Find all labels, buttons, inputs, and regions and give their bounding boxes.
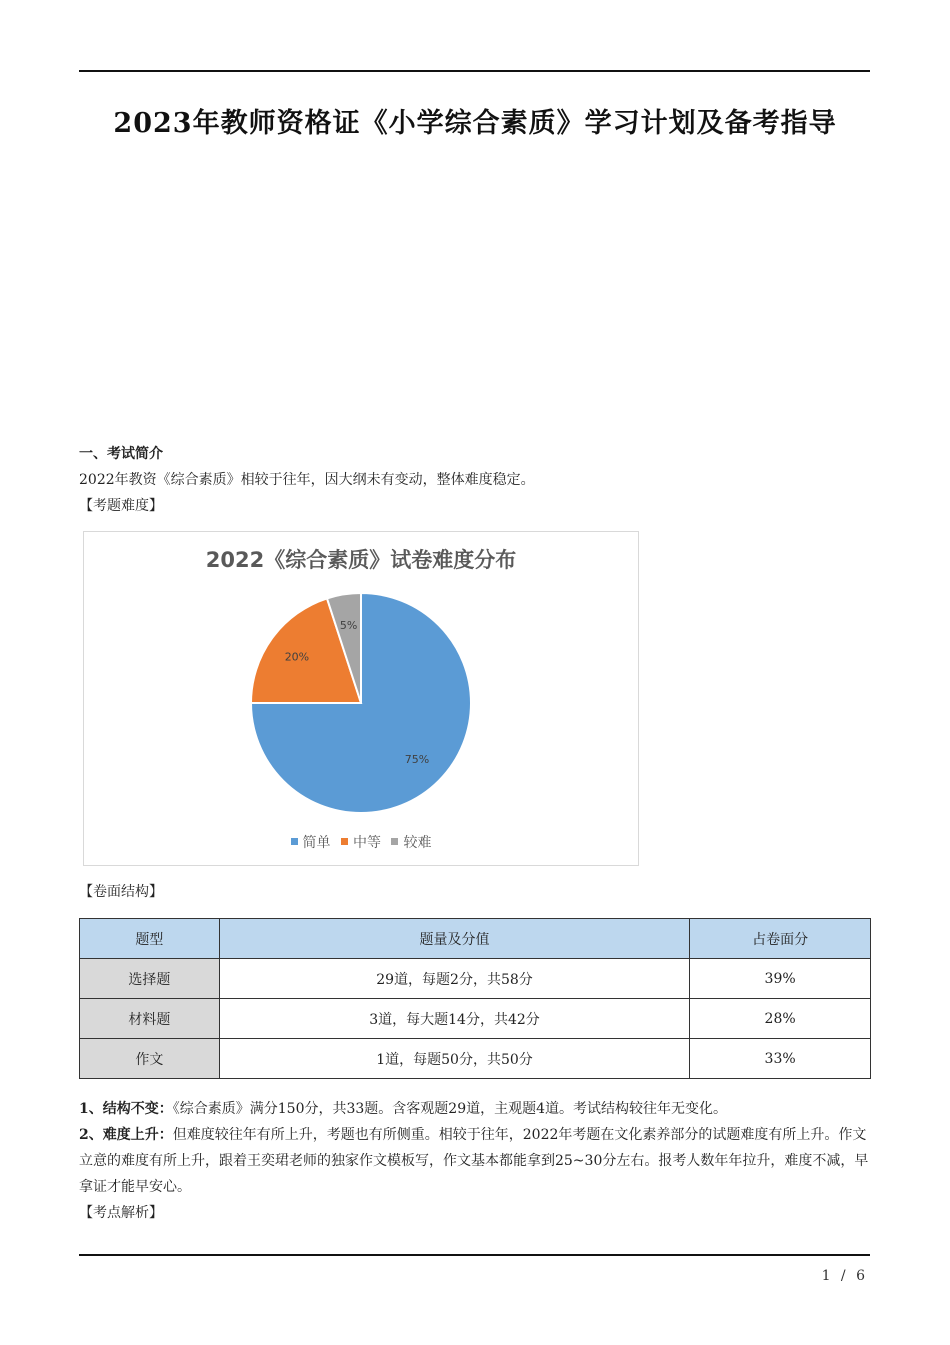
legend-swatch bbox=[341, 838, 348, 845]
table-cell: 选择题 bbox=[80, 959, 220, 999]
legend-item bbox=[391, 832, 431, 852]
difficulty-label: 【考题难度】 bbox=[79, 498, 163, 514]
legend-item bbox=[341, 832, 381, 852]
table-header: 题型 bbox=[80, 919, 220, 959]
note-structure-label: 1、结构不变： bbox=[79, 1101, 173, 1117]
legend-swatch bbox=[291, 838, 298, 845]
table-header-row bbox=[80, 919, 871, 959]
table-cell: 29道，每题2分，共58分 bbox=[219, 959, 689, 999]
chart-legend bbox=[84, 832, 638, 852]
table-header: 题量及分值 bbox=[219, 919, 689, 959]
pie-svg bbox=[84, 532, 638, 865]
analysis-label: 【考点解析】 bbox=[79, 1205, 163, 1221]
footer-rule bbox=[79, 1254, 870, 1256]
table-cell: 39% bbox=[690, 959, 871, 999]
section-heading: 一、考试简介 bbox=[79, 446, 163, 462]
structure-label: 【卷面结构】 bbox=[79, 884, 163, 900]
table-cell: 3道，每大题14分，共42分 bbox=[219, 999, 689, 1039]
intro-text: 2022年教资《综合素质》相较于往年，因大纲未有变动，整体难度稳定。 bbox=[79, 472, 535, 488]
note-difficulty-label: 2、难度上升： bbox=[79, 1127, 173, 1143]
pie-data-label: 5% bbox=[339, 618, 358, 632]
note-difficulty bbox=[79, 1122, 871, 1200]
pie-data-label: 20% bbox=[284, 650, 310, 664]
note-structure-text: 《综合素质》满分150分，共33题。含客观题29道，主观题4道。考试结构较往年无变化。 bbox=[172, 1101, 728, 1117]
table-row bbox=[80, 959, 871, 999]
legend-label: 较难 bbox=[403, 835, 432, 851]
difficulty-pie-chart bbox=[83, 531, 639, 866]
note-difficulty-text: 但难度较往年有所上升，考题也有所侧重。相较于往年，2022年考题在文化素养部分的试题难度有所上升。作文立意的难度有所上升，跟着王奕珺老师的独家作文模板写，作文基本都能拿到25~30分左右。报考人数年年拉升，难度不减，早拿证才能早安心。 bbox=[79, 1127, 869, 1195]
legend-label: 简单 bbox=[302, 835, 331, 851]
page-number: 1 / 6 bbox=[821, 1268, 868, 1284]
legend-label: 中等 bbox=[353, 835, 381, 851]
table-cell: 33% bbox=[690, 1039, 871, 1079]
pie-data-label: 75% bbox=[404, 753, 430, 767]
chart-title: 2022《综合素质》试卷难度分布 bbox=[205, 548, 517, 572]
structure-table bbox=[79, 918, 871, 1079]
table-header: 占卷面分 bbox=[690, 919, 871, 959]
table-cell: 28% bbox=[690, 999, 871, 1039]
table-row bbox=[80, 999, 871, 1039]
legend-swatch bbox=[391, 838, 398, 845]
table-cell: 材料题 bbox=[80, 999, 220, 1039]
legend-item bbox=[291, 832, 331, 852]
page-title: 2023年教师资格证《小学综合素质》学习计划及备考指导 bbox=[113, 108, 837, 139]
header-rule bbox=[79, 70, 870, 72]
table-cell: 作文 bbox=[80, 1039, 220, 1079]
note-structure bbox=[79, 1096, 871, 1122]
table-row bbox=[80, 1039, 871, 1079]
table-cell: 1道，每题50分，共50分 bbox=[219, 1039, 689, 1079]
